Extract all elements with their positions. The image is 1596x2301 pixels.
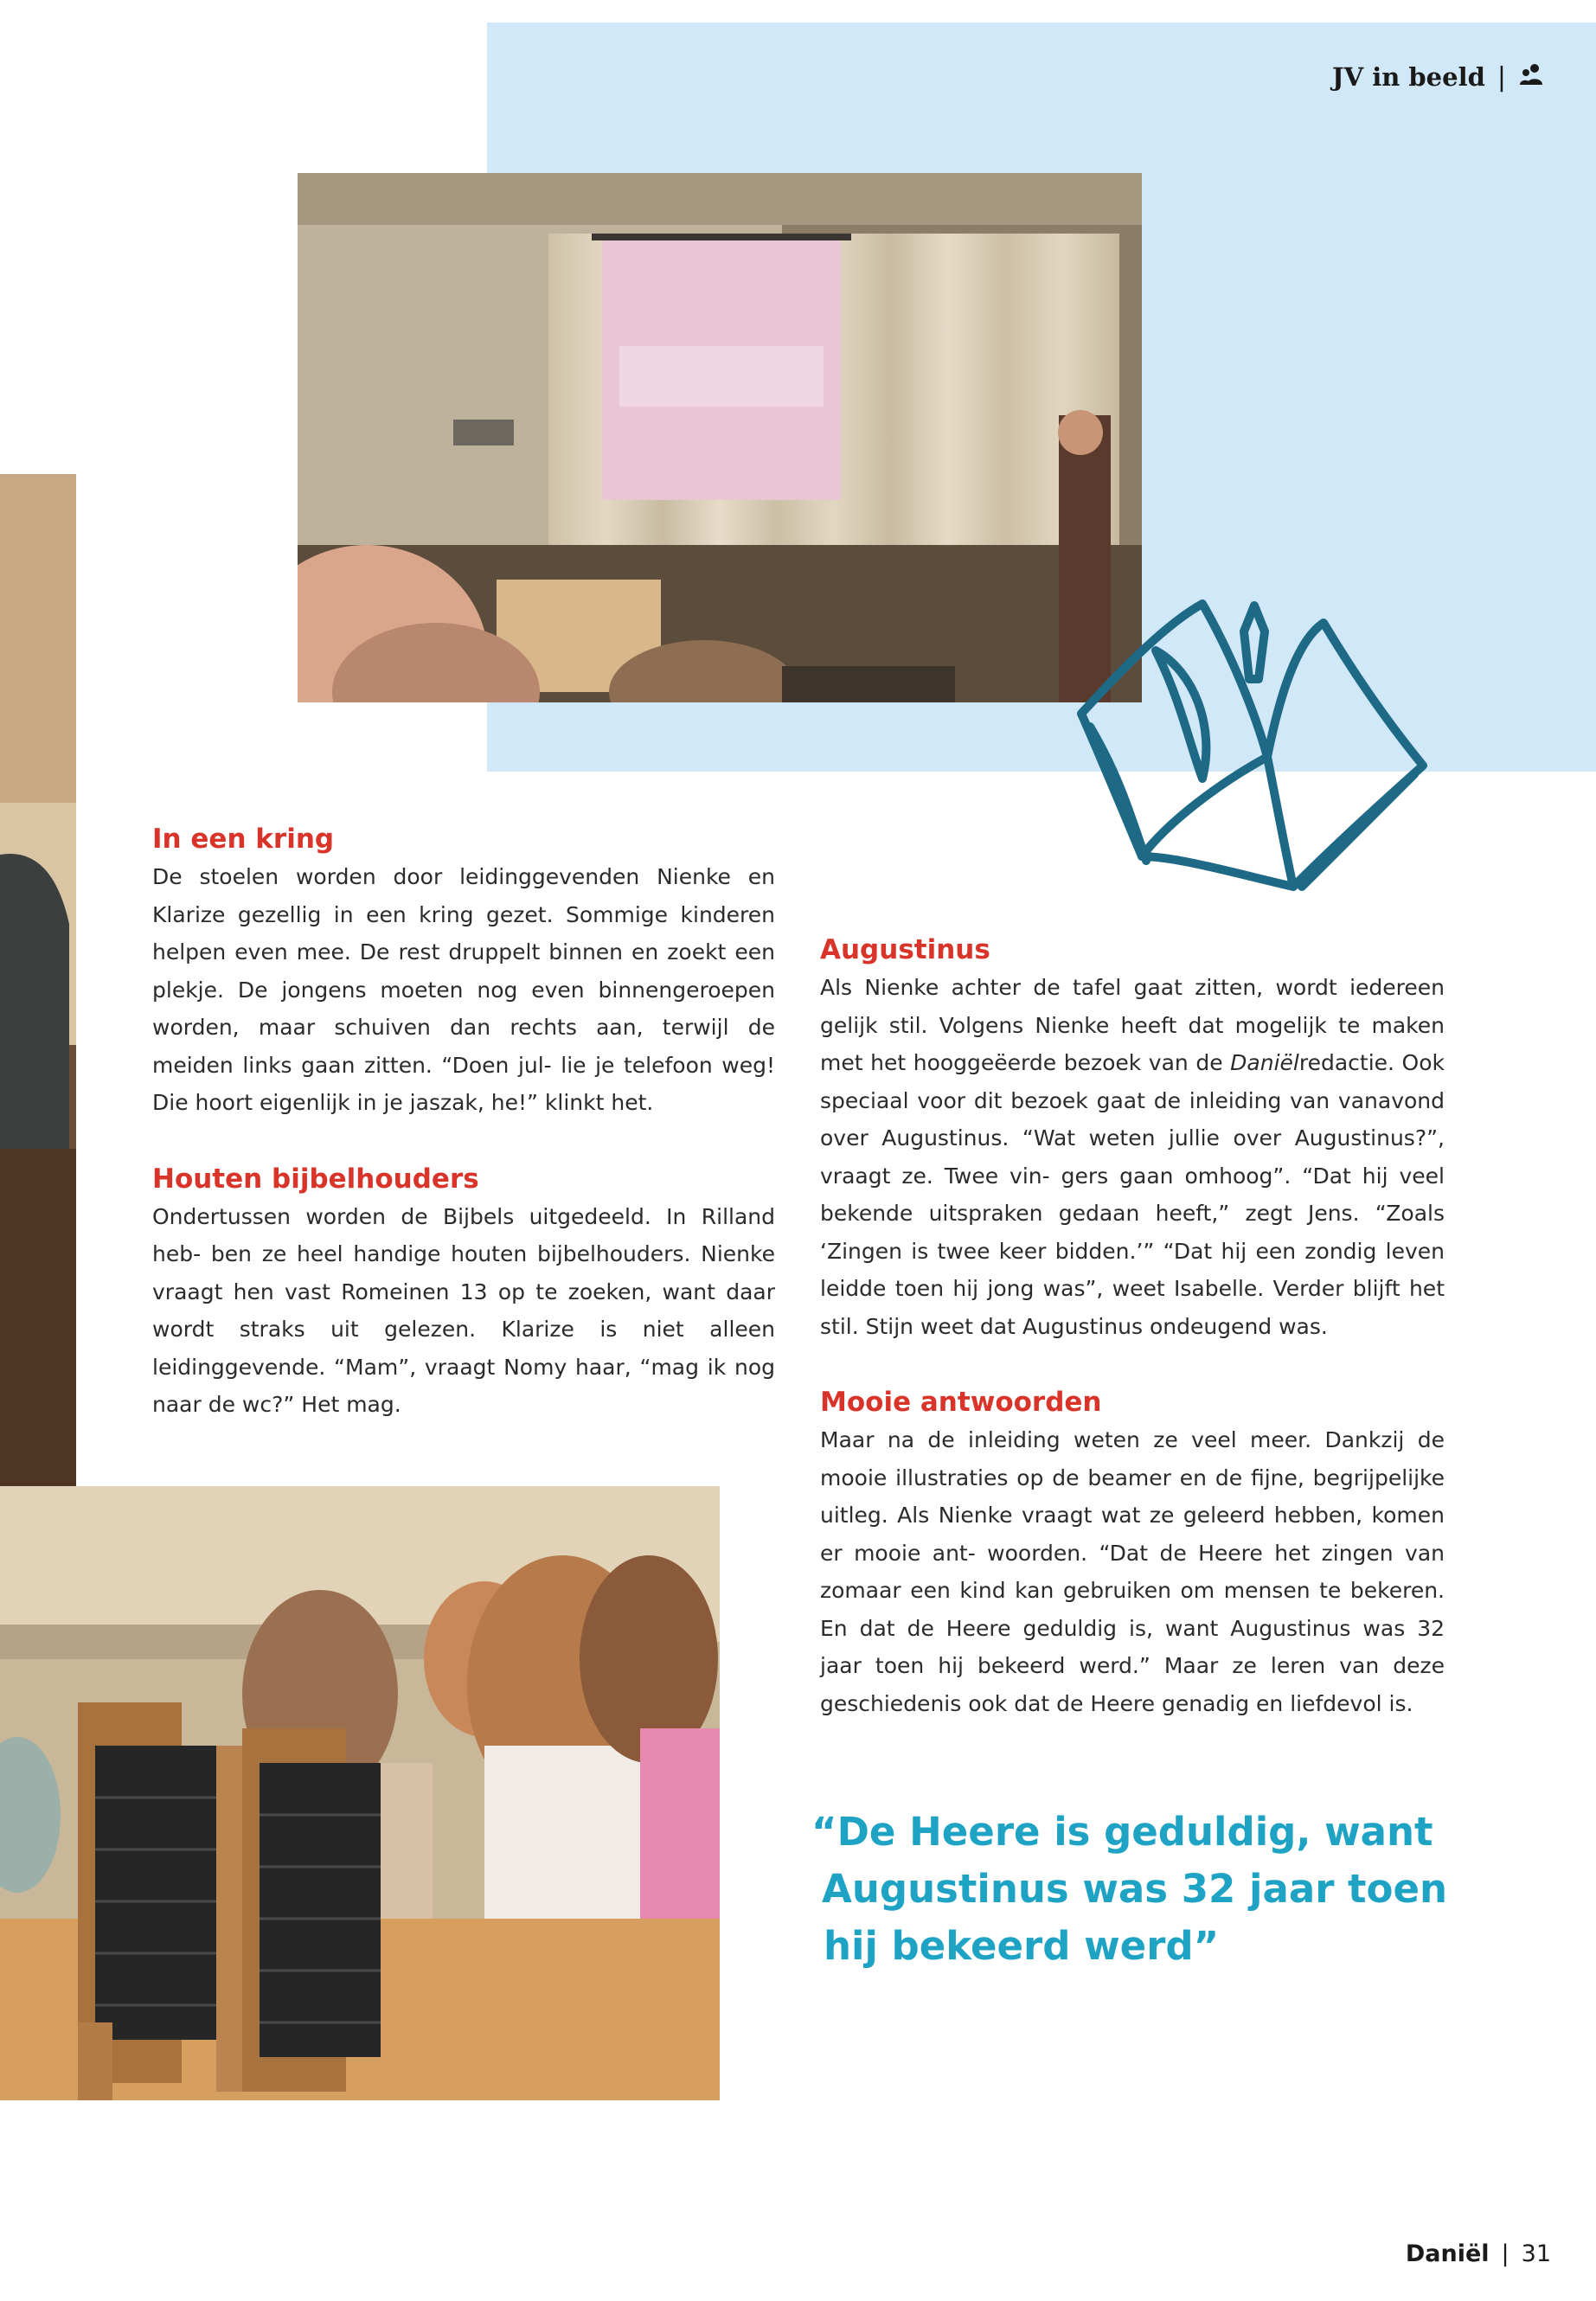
people-icon <box>1518 61 1544 93</box>
page-number: 31 <box>1521 2240 1551 2267</box>
open-book-icon <box>1073 597 1436 900</box>
magazine-name: Daniël <box>1405 2240 1490 2267</box>
section-body: Maar na de inleiding weten ze veel meer. Dankzij de mooie illustraties op de beamer en de fijne, begrijpelijke uitleg. Als Nienke vraagt wat ze geleerd hebben, komen er mooie ant- woorden. “Dat de Heere het zingen van zomaar een kind kan gebruiken om mensen te bekeren. En dat de Heere geduldig is, want Augustinus was 32 jaar toen hij bekeerd werd.” Maar ze leren van deze geschiedenis ook dat de Heere genadig en liefdevol is. <box>820 1427 1445 1716</box>
section-heading: Houten bijbelhouders <box>152 1163 479 1195</box>
page-footer <box>1406 2240 1551 2267</box>
section-heading: Augustinus <box>820 934 990 965</box>
article-left-column <box>152 820 775 1424</box>
footer-separator: | <box>1501 2240 1509 2267</box>
pull-quote <box>811 1804 1469 1975</box>
pull-quote-line: “De Heere is geduldig, want <box>811 1809 1433 1855</box>
section-houten-bijbelhouders <box>152 1160 775 1424</box>
section-body: Als Nienke achter de tafel gaat zitten, wordt iedereen gelijk stil. Volgens Nienke heeft dat mogelijk te maken met het hooggeëerde bezoek van de Daniëlredactie. Ook speciaal voor dit bezoek gaat de inleiding van vanavond over Augustinus. “Wat weten jullie over Augustinus?”, vraagt ze. Twee vin- gers gaan omhoog”. “Dat hij veel bekende uitspraken gedaan heeft,” zegt Jens. “Zoals ‘Zingen is twee keer bidden.’” “Dat hij een zondig leven leidde toen hij jong was”, weet Isabelle. Verder blijft het stil. Stijn weet dat Augustinus ondeugend was. <box>820 975 1445 1339</box>
pull-quote-line: hij bekeerd werd” <box>824 1923 1220 1969</box>
bible-holders-photo <box>0 1486 720 2100</box>
article-right-column <box>820 931 1445 1722</box>
section-heading: In een kring <box>152 824 335 855</box>
section-mooie-antwoorden <box>820 1383 1445 1722</box>
presentation-room-photo <box>298 173 1142 702</box>
section-body: De stoelen worden door leidinggevenden Nienke en Klarize gezellig in een kring gezet. Sommige kinderen helpen even mee. De rest druppelt binnen en zoekt een plekje. De jongens moeten nog even binnengeroepen worden, maar schuiven dan rechts aan, terwijl de meiden links gaan zitten. “Doen jul- lie je telefoon weg! Die hoort eigenlijk in je jaszak, he!” klinkt het. <box>152 864 776 1115</box>
section-body: Ondertussen worden de Bijbels uitgedeeld. In Rilland heb- ben ze heel handige houten bijbelhouders. Nienke vraagt hen vast Romeinen 13 op te zoeken, want daar wordt straks uit gelezen. Klarize is niet alleen leidinggevende. “Mam”, vraagt Nomy haar, “mag ik nog naar de wc?” Het mag. <box>152 1203 776 1417</box>
section-label: JV in beeld <box>1331 62 1485 92</box>
section-in-een-kring <box>152 820 775 1122</box>
section-augustinus <box>820 931 1445 1345</box>
pull-quote-line: Augustinus was 32 jaar toen <box>822 1866 1448 1912</box>
header-separator: | <box>1497 61 1506 93</box>
church-hall-photo <box>0 474 76 1486</box>
page-header <box>1332 55 1544 99</box>
magazine-name-italic: Daniël <box>1230 1050 1299 1075</box>
section-heading: Mooie antwoorden <box>820 1387 1102 1418</box>
